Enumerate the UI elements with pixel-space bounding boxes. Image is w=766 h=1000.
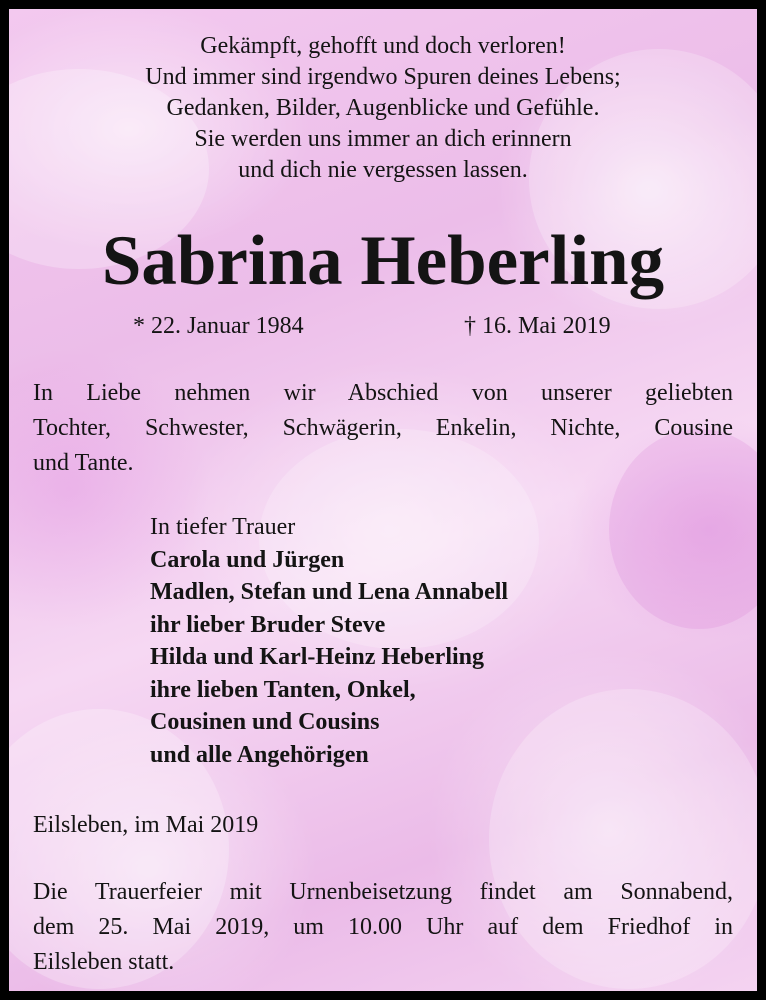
service-line: Die Trauerfeier mit Urnenbeisetzung findet am Sonnabend, <box>33 879 733 905</box>
poem-line: und dich nie vergessen lassen. <box>238 157 528 183</box>
poem-line: Gedanken, Bilder, Augenblicke und Gefühle. <box>166 95 600 121</box>
farewell-line: In Liebe nehmen wir Abschied von unserer geliebten <box>33 380 733 406</box>
mourner-name: Carola und Jürgen <box>150 546 345 573</box>
mourners-list <box>150 511 508 771</box>
mourner-name: und alle Angehörigen <box>150 741 369 768</box>
farewell-text <box>33 376 733 481</box>
mourner-name: Cousinen und Cousins <box>150 709 380 735</box>
mourner-name: Hilda und Karl-Heinz Heberling <box>150 644 485 670</box>
mourner-name: ihre lieben Tanten, Onkel, <box>150 676 416 703</box>
poem-line: Sie werden uns immer an dich erinnern <box>194 126 572 152</box>
farewell-line: und Tante. <box>33 450 134 476</box>
poem-line: Und immer sind irgendwo Spuren deines Lebens; <box>145 64 621 90</box>
poem-line: Gekämpft, gehofft und doch verloren! <box>200 33 566 59</box>
place-and-date: Eilsleben, im Mai 2019 <box>33 812 259 838</box>
birth-date: * 22. Januar 1984 <box>133 313 304 339</box>
deceased-name: Sabrina Heberling <box>101 222 665 300</box>
service-line: dem 25. Mai 2019, um 10.00 Uhr auf dem Friedhof in <box>33 914 733 940</box>
mourner-name: ihr lieber Bruder Steve <box>150 611 386 638</box>
funeral-service-info <box>33 875 733 980</box>
death-date: † 16. Mai 2019 <box>464 313 611 339</box>
farewell-line: Tochter, Schwester, Schwägerin, Enkelin, Nichte, Cousine <box>33 415 733 441</box>
mourner-name: Madlen, Stefan und Lena Annabell <box>150 579 509 605</box>
mourning-heading: In tiefer Trauer <box>150 514 296 540</box>
memorial-poem <box>29 31 737 186</box>
service-line: Eilsleben statt. <box>33 949 175 975</box>
